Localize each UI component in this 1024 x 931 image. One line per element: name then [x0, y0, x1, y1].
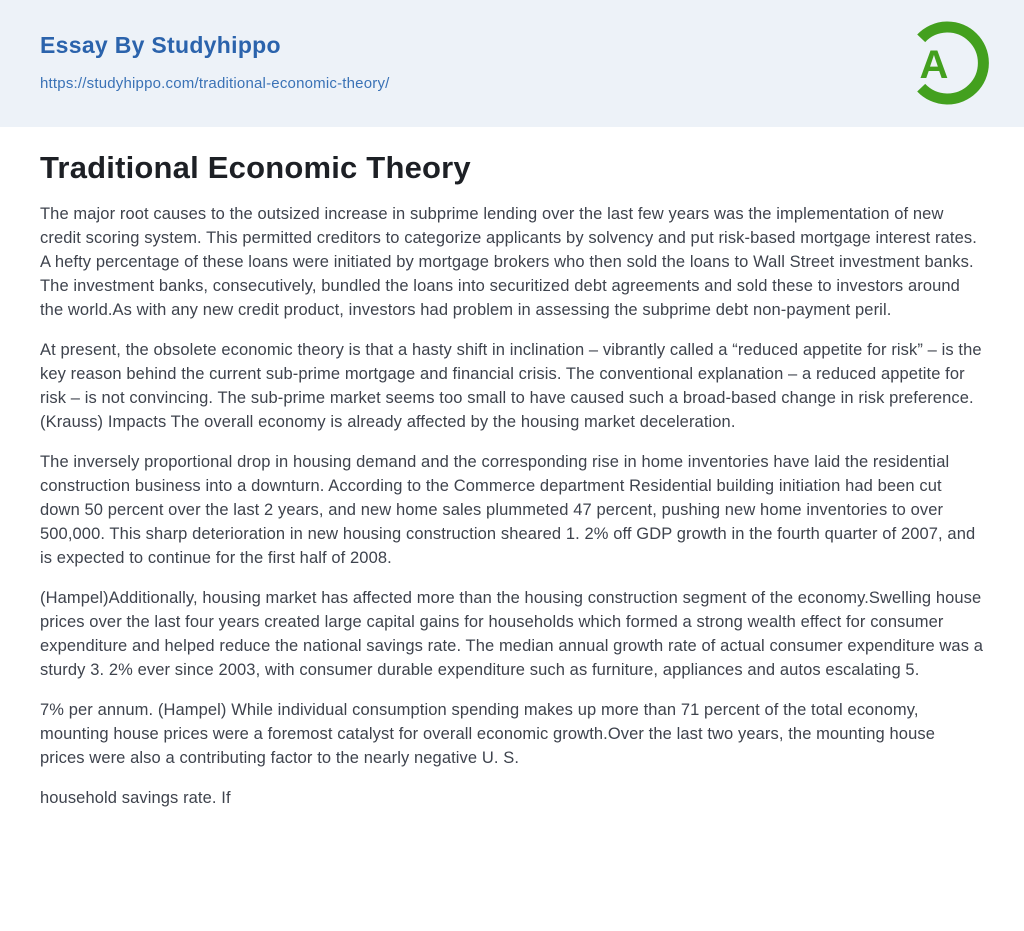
page-header [0, 0, 1024, 127]
site-title: Essay By Studyhippo [40, 32, 281, 58]
studyhippo-logo [906, 17, 992, 109]
essay-content [0, 127, 1024, 810]
open-circle-arc-icon [906, 17, 992, 109]
essay-paragraph: (Hampel)Additionally, housing market has affected more than the housing construction segment of the economy.Swelling house prices over the last four years created large capital gains for households which formed a strong wealth effect for consumer expenditure and helped reduce the national savings rate. The median annual growth rate of actual consumer expenditure was a sturdy 3. 2% ever since 2003, with consumer durable expenditure such as furniture, appliances and autos escalating 5. [40, 589, 984, 679]
essay-body [40, 202, 984, 810]
essay-paragraph: At present, the obsolete economic theory is that a hasty shift in inclination – vibrantly called a “reduced appetite for risk” – is the key reason behind the current sub-prime mortgage and financial crisis. The conventional explanation – a reduced appetite for risk – is not convincing. The sub-prime market seems too small to have caused such a broad-based change in risk preference. (Krauss) Impacts The overall economy is already affected by the housing market deceleration. [40, 341, 982, 431]
essay-paragraph: The inversely proportional drop in housing demand and the corresponding rise in home inventories have laid the residential construction business into a downturn. According to the Commerce department Residential building initiation had been cut down 50 percent over the last 2 years, and new home sales plummeted 47 percent, pushing new home inventories to over 500,000. This sharp deterioration in new housing construction sheared 1. 2% off GDP growth in the fourth quarter of 2007, and is expected to continue for the first half of 2008. [40, 453, 976, 567]
essay-url-link[interactable]: https://studyhippo.com/traditional-economic-theory/ [40, 75, 390, 92]
page-title: Traditional Economic Theory [40, 150, 471, 185]
logo-letter: A [919, 43, 949, 87]
essay-paragraph: household savings rate. If [40, 789, 231, 807]
essay-paragraph: The major root causes to the outsized increase in subprime lending over the last few years was the implementation of new credit scoring system. This permitted creditors to categorize applicants by solvency and put risk-based mortgage interest rates. A hefty percentage of these loans were initiated by mortgage brokers who then sold the loans to Wall Street investment banks. The investment banks, consecutively, bundled the loans into securitized debt agreements and sold these to investors around the world.As with any new credit product, investors had problem in assessing the subprime debt non-payment peril. [40, 205, 977, 319]
essay-paragraph: 7% per annum. (Hampel) While individual consumption spending makes up more than 71 percent of the total economy, mounting house prices were a foremost catalyst for overall economic growth.Over the last two years, the mounting house prices were also a contributing factor to the nearly negative U. S. [40, 701, 935, 767]
